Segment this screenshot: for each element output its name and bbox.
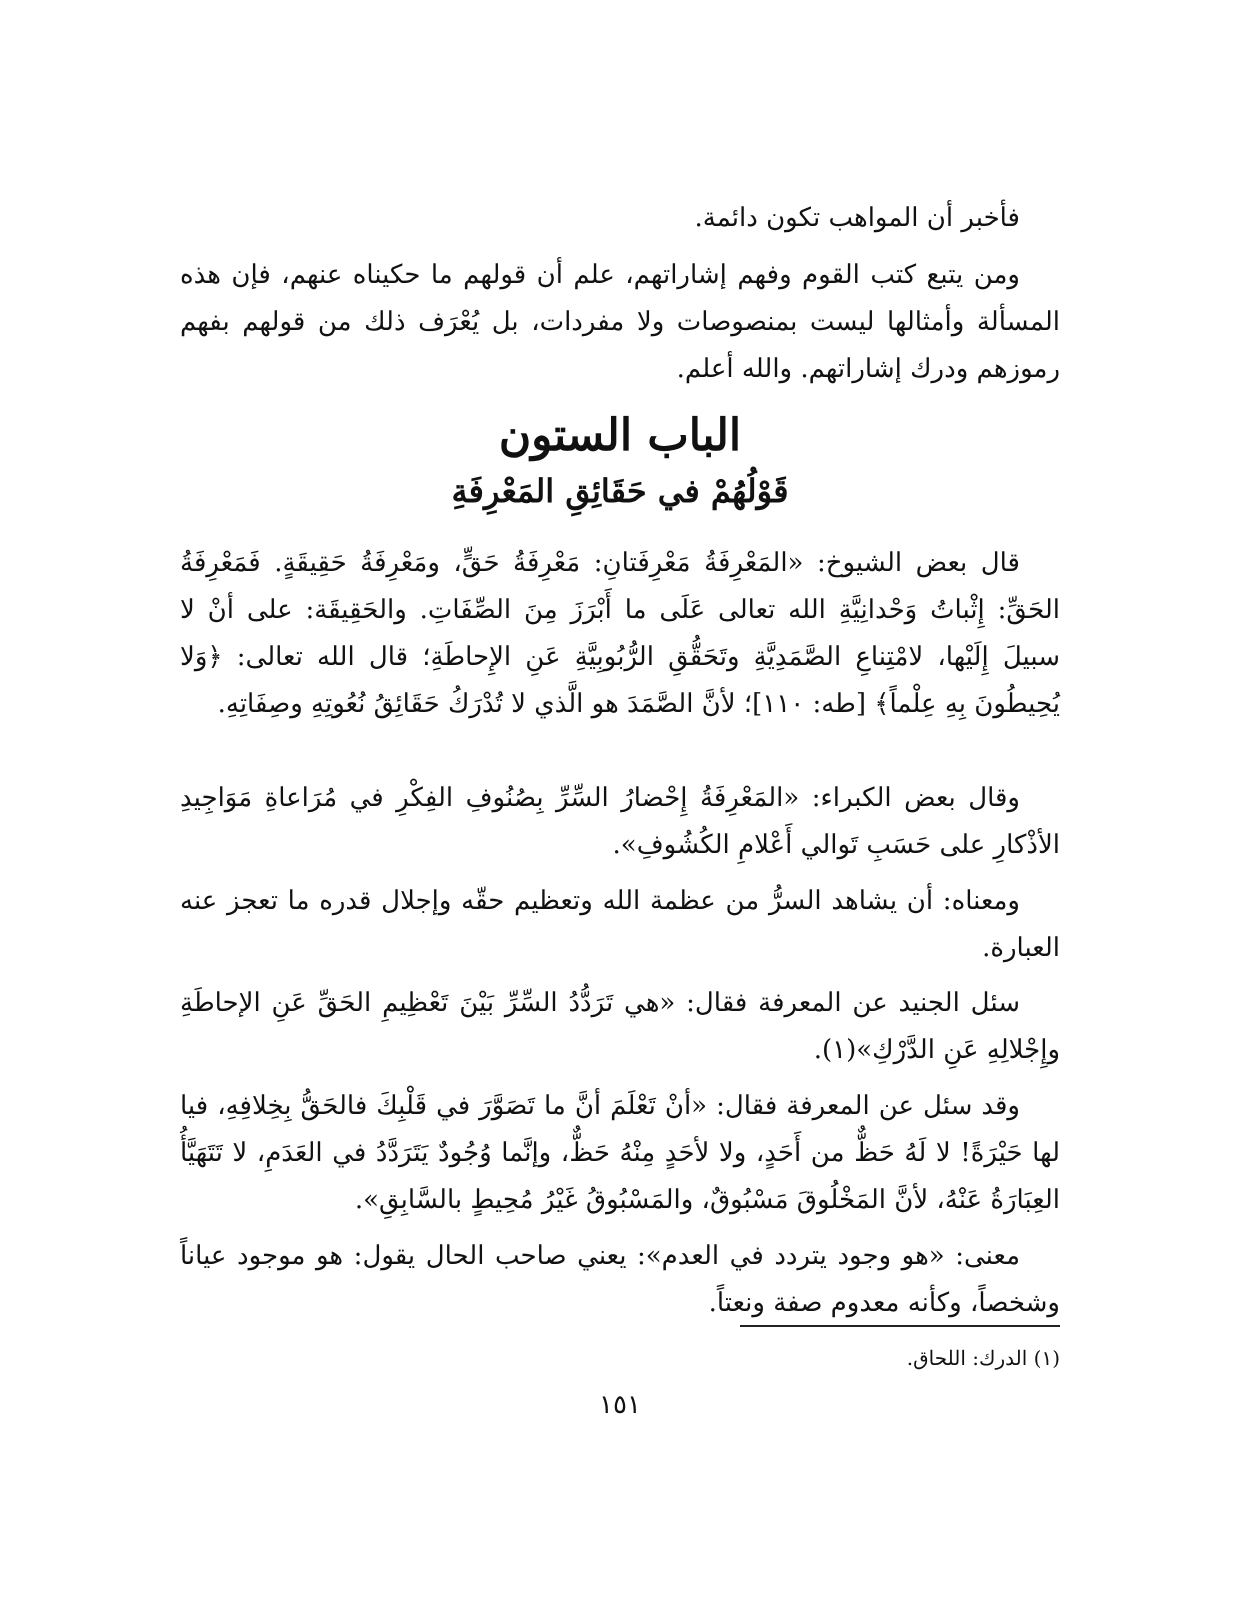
paragraph-intro-1: فأخبر أن المواهب تكون دائمة.: [694, 203, 1020, 233]
paragraph-shuyukh: قال بعض الشيوخ: «المَعْرِفَةُ مَعْرِفَتانِ: مَعْرِفَةُ حَقٍّ، ومَعْرِفَةُ حَقِيقَةٍ. فَمَعْرِفَةُ الحَقِّ: إِثْباتُ وَحْدانِيَّةِ الله تعالى عَلَى ما أَبْرَزَ مِنَ الصِّفَاتِ. والحَقِيقَة: على أنْ لا سبيلَ إِلَيْها، لامْتِناعِ الصَّمَدِيَّةِ وتَحَقُّقِ الرُّبُوبِيَّةِ عَنِ الإِحاطَةِ؛ قال الله تعالى: ﴿وَلا يُحِيطُونَ بِهِ عِلْماً﴾ [طه: ١١٠]؛ لأنَّ الصَّمَدَ هو الَّذي لا تُدْرَكُ حَقَائِقُ نُعُوتِهِ وصِفَاتِهِ.: [180, 548, 1060, 719]
paragraph-meaning: ومعناه: أن يشاهد السرُّ من عظمة الله وتعظيم حقّه وإجلال قدره ما تعجز عنه العبارة.: [180, 886, 1060, 963]
chapter-subtitle: قَوْلُهُمْ في حَقَائِقِ المَعْرِفَةِ: [451, 472, 789, 510]
paragraph-junayd: سئل الجنيد عن المعرفة فقال: «هي تَرَدُّدُ السِّرِّ بَيْنَ تَعْظِيمِ الحَقِّ عَنِ الإحاطَةِ وإِجْلالِهِ عَنِ الدَّرْكِ»(١).: [180, 988, 1060, 1065]
page-number: ١٥١: [599, 1390, 641, 1420]
footnote-separator: [740, 1325, 1060, 1327]
footnote: (١) الدرك: اللحاق.: [906, 1346, 1060, 1370]
paragraph-maarifa: وقد سئل عن المعرفة فقال: «أنْ تَعْلَمَ أنَّ ما تَصَوَّرَ في قَلْبِكَ فالحَقُّ بِخِلافِهِ، فيا لها حَيْرَةً! لا لَهُ حَظٌّ من أَحَدٍ، ولا لأحَدٍ مِنْهُ حَظٌّ، وإنَّما وُجُودٌ يَتَرَدَّدُ في العَدَمِ، لا تَتَهَيَّأُ العِبَارَةُ عَنْهُ، لأنَّ المَخْلُوقَ مَسْبُوقٌ، والمَسْبُوقُ غَيْرُ مُحِيطٍ بالسَّابِقِ».: [180, 1091, 1060, 1215]
paragraph-explanation: معنى: «هو وجود يتردد في العدم»: يعني صاحب الحال يقول: هو موجود عياناً وشخصاً، وكأنه معدوم صفة ونعتاً.: [180, 1241, 1060, 1318]
paragraph-intro-2: ومن يتبع كتب القوم وفهم إشاراتهم، علم أن قولهم ما حكيناه عنهم، فإن هذه المسألة وأمثالها ليست بمنصوصات ولا مفردات، بل يُعْرَف ذلك من قولهم بفهم رموزهم ودرك إشاراتهم. والله أعلم.: [180, 260, 1060, 384]
chapter-title: الباب الستون: [498, 410, 742, 461]
paragraph-kubara: وقال بعض الكبراء: «المَعْرِفَةُ إِحْضارُ السِّرِّ بِصُنُوفِ الفِكْرِ في مُرَاعاةِ مَوَاجِيدِ الأذْكارِ على حَسَبِ تَوالي أَعْلامِ الكُشُوفِ».: [180, 783, 1060, 860]
